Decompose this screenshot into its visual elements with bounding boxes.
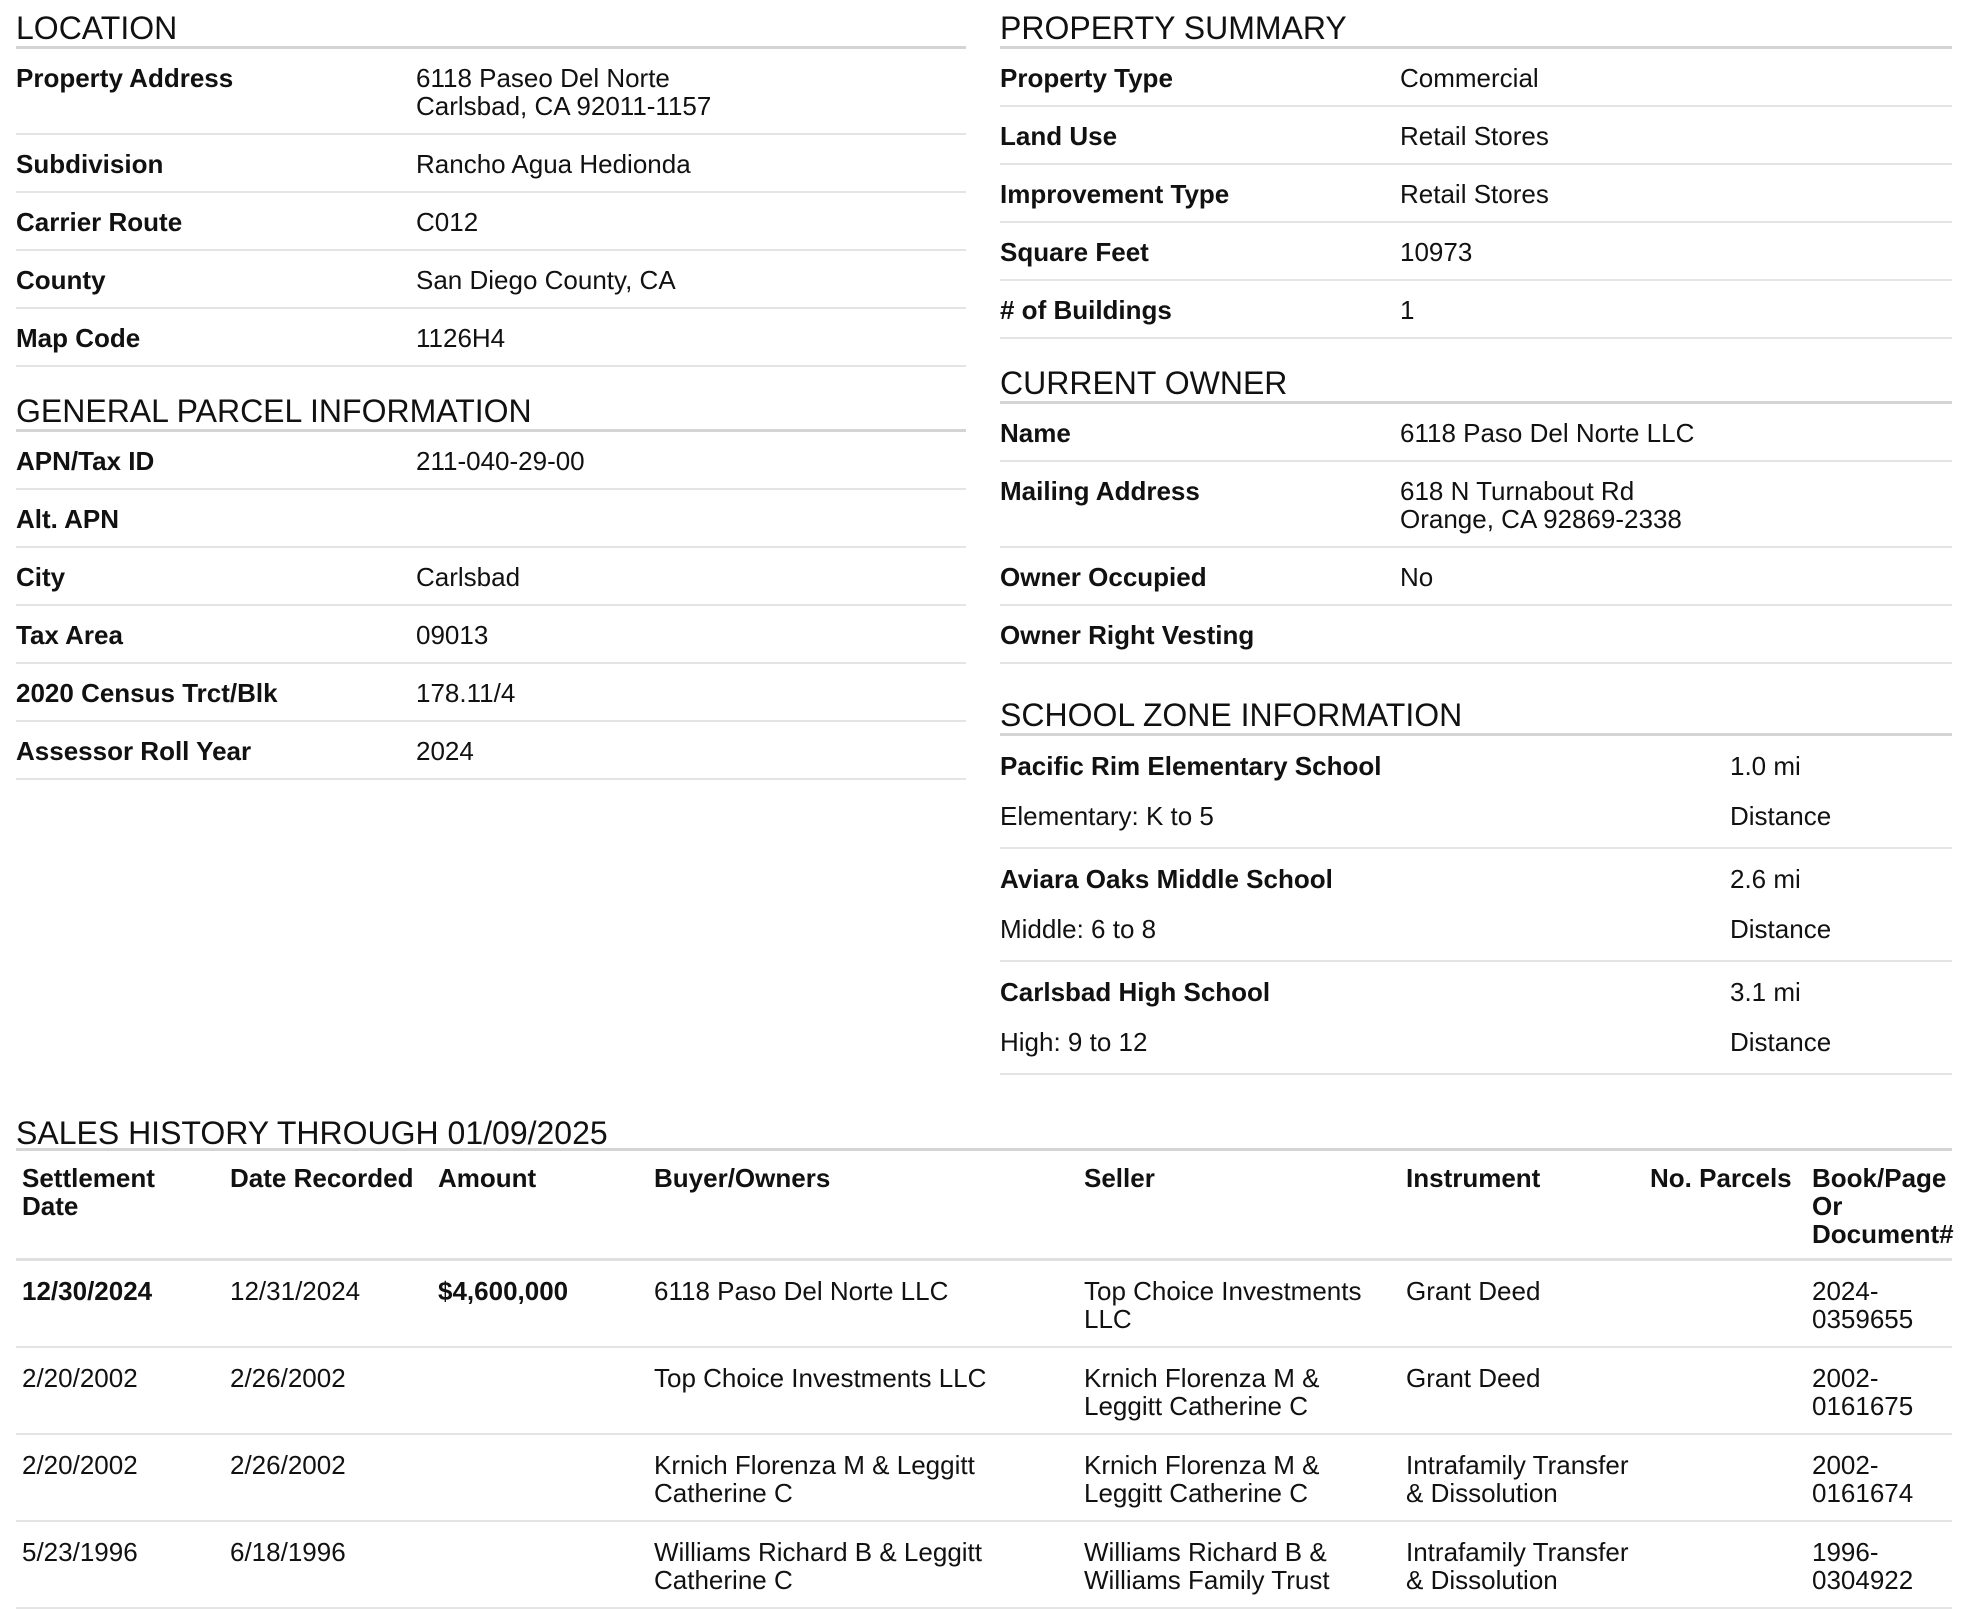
instrument-cell: Grant Deed — [1400, 1260, 1644, 1348]
info-row-land-use — [1000, 107, 1952, 165]
owner-title: CURRENT OWNER — [1000, 355, 1952, 404]
date-recorded-cell: 12/31/2024 — [224, 1260, 432, 1348]
table-header-row — [16, 1151, 1952, 1260]
row-value — [416, 505, 966, 546]
buyer-cell: 6118 Paso Del Norte LLC — [648, 1260, 1078, 1348]
row-label: County — [16, 265, 106, 295]
settlement-date-cell: 2/20/2002 — [16, 1347, 224, 1434]
info-row-property-address — [16, 49, 966, 135]
row-label: Land Use — [1000, 121, 1118, 151]
info-row-square-feet — [1000, 223, 1952, 281]
row-label: 2020 Census Trct/Blk — [16, 678, 278, 708]
school-row — [1000, 962, 1952, 1017]
column-header: Buyer/Owners — [648, 1151, 1078, 1260]
school-distance: 2.6 mi — [1730, 864, 1801, 894]
info-row-owner-name — [1000, 404, 1952, 462]
parcels-cell — [1644, 1347, 1806, 1434]
table-row — [16, 1434, 1952, 1521]
school-detail-row — [1000, 791, 1952, 849]
info-row-census — [16, 664, 966, 722]
buyer-cell: Krnich Florenza M & Leggitt Catherine C — [648, 1434, 1078, 1521]
row-label: # of Buildings — [1000, 295, 1172, 325]
distance-label: Distance — [1730, 801, 1832, 831]
row-value: 09013 — [416, 620, 489, 650]
document-cell: 1996- 0304922 — [1806, 1521, 1952, 1608]
info-row-roll-year — [16, 722, 966, 780]
school-row — [1000, 736, 1952, 791]
row-value: Carlsbad — [416, 562, 521, 592]
row-label: Carrier Route — [16, 207, 183, 237]
school-name: Carlsbad High School — [1000, 977, 1271, 1007]
column-header: No. Parcels — [1644, 1151, 1806, 1260]
document-cell: 2002- 0161675 — [1806, 1347, 1952, 1434]
row-value: 10973 — [1400, 237, 1473, 267]
row-label: Property Address — [16, 63, 234, 93]
row-label: City — [16, 562, 66, 592]
parcel-section — [16, 383, 966, 780]
row-label: Property Type — [1000, 63, 1173, 93]
settlement-date-cell: 2/20/2002 — [16, 1434, 224, 1521]
info-row-city — [16, 548, 966, 606]
info-row-alt-apn — [16, 490, 966, 548]
row-value: San Diego County, CA — [416, 265, 676, 295]
row-value: 1 — [1400, 295, 1415, 325]
parcel-title: GENERAL PARCEL INFORMATION — [16, 383, 966, 432]
date-recorded-cell: 6/18/1996 — [224, 1521, 432, 1608]
summary-section — [1000, 0, 1952, 339]
seller-cell: Krnich Florenza M & Leggitt Catherine C — [1078, 1347, 1400, 1434]
info-row-apn — [16, 432, 966, 490]
table-row — [16, 1521, 1952, 1608]
school-distance: 3.1 mi — [1730, 977, 1801, 1007]
school-name: Pacific Rim Elementary School — [1000, 751, 1382, 781]
seller-cell: Williams Richard B & Williams Family Trust — [1078, 1521, 1400, 1608]
row-value: 211-040-29-00 — [416, 446, 585, 476]
row-label: Square Feet — [1000, 237, 1149, 267]
document-cell: 2024- 0359655 — [1806, 1260, 1952, 1348]
left-column — [16, 0, 966, 780]
instrument-cell: Intrafamily Transfer & Dissolution — [1400, 1521, 1644, 1608]
school-name: Aviara Oaks Middle School — [1000, 864, 1333, 894]
school-level: Elementary: K to 5 — [1000, 801, 1214, 831]
row-value: C012 — [416, 207, 479, 237]
seller-cell: Krnich Florenza M & Leggitt Catherine C — [1078, 1434, 1400, 1521]
school-level: High: 9 to 12 — [1000, 1027, 1148, 1057]
column-header: Settlement Date — [16, 1151, 224, 1260]
row-value: Retail Stores — [1400, 121, 1549, 151]
settlement-date-cell: 12/30/2024 — [16, 1260, 224, 1348]
school-level: Middle: 6 to 8 — [1000, 914, 1157, 944]
info-row-county — [16, 251, 966, 309]
info-row-tax-area — [16, 606, 966, 664]
seller-cell: Top Choice Investments LLC — [1078, 1260, 1400, 1348]
instrument-cell: Intrafamily Transfer & Dissolution — [1400, 1434, 1644, 1521]
amount-cell — [432, 1434, 648, 1521]
location-section — [16, 0, 966, 367]
row-label: APN/Tax ID — [16, 446, 155, 476]
buyer-cell: Top Choice Investments LLC — [648, 1347, 1078, 1434]
row-value: Rancho Agua Hedionda — [416, 149, 691, 179]
info-row-mailing-address — [1000, 462, 1952, 548]
info-row-subdivision — [16, 135, 966, 193]
sales-history-section — [16, 1097, 1952, 1609]
row-value: 178.11/4 — [416, 678, 516, 708]
info-row-map-code — [16, 309, 966, 367]
column-header: Instrument — [1400, 1151, 1644, 1260]
row-label: Owner Occupied — [1000, 562, 1207, 592]
school-section — [1000, 687, 1952, 1075]
sales-history-title: SALES HISTORY THROUGH 01/09/2025 — [16, 1097, 1952, 1151]
info-row-carrier-route — [16, 193, 966, 251]
distance-label: Distance — [1730, 1027, 1832, 1057]
column-header: Seller — [1078, 1151, 1400, 1260]
row-value: 6118 Paseo Del Norte Carlsbad, CA 92011-1157 — [416, 63, 712, 121]
date-recorded-cell: 2/26/2002 — [224, 1434, 432, 1521]
buyer-cell: Williams Richard B & Leggitt Catherine C — [648, 1521, 1078, 1608]
school-detail-row — [1000, 904, 1952, 962]
school-detail-row — [1000, 1017, 1952, 1075]
row-value: 6118 Paso Del Norte LLC — [1400, 418, 1695, 448]
info-row-buildings — [1000, 281, 1952, 339]
row-label: Improvement Type — [1000, 179, 1230, 209]
summary-title: PROPERTY SUMMARY — [1000, 0, 1952, 49]
row-value: Retail Stores — [1400, 179, 1549, 209]
row-label: Mailing Address — [1000, 476, 1200, 506]
parcels-cell — [1644, 1260, 1806, 1348]
column-header: Date Recorded — [224, 1151, 432, 1260]
date-recorded-cell: 2/26/2002 — [224, 1347, 432, 1434]
info-row-improvement-type — [1000, 165, 1952, 223]
column-header: Book/Page Or Document# — [1806, 1151, 1952, 1260]
parcels-cell — [1644, 1521, 1806, 1608]
school-distance: 1.0 mi — [1730, 751, 1801, 781]
row-value — [1400, 621, 1952, 662]
location-title: LOCATION — [16, 0, 966, 49]
parcels-cell — [1644, 1434, 1806, 1521]
row-label: Tax Area — [16, 620, 123, 650]
row-label: Alt. APN — [16, 504, 120, 534]
right-column — [1000, 0, 1952, 1075]
row-value: 2024 — [416, 736, 474, 766]
school-row — [1000, 849, 1952, 904]
owner-section — [1000, 355, 1952, 664]
column-header: Amount — [432, 1151, 648, 1260]
table-row — [16, 1347, 1952, 1434]
info-row-owner-vesting — [1000, 606, 1952, 664]
info-row-owner-occupied — [1000, 548, 1952, 606]
amount-cell — [432, 1521, 648, 1608]
settlement-date-cell: 5/23/1996 — [16, 1521, 224, 1608]
row-value: No — [1400, 562, 1434, 592]
table-row — [16, 1260, 1952, 1348]
row-value: 1126H4 — [416, 323, 506, 353]
row-label: Owner Right Vesting — [1000, 620, 1255, 650]
row-label: Name — [1000, 418, 1071, 448]
instrument-cell: Grant Deed — [1400, 1347, 1644, 1434]
row-label: Map Code — [16, 323, 141, 353]
amount-cell: $4,600,000 — [432, 1260, 648, 1348]
row-label: Assessor Roll Year — [16, 736, 252, 766]
sales-history-table — [16, 1151, 1952, 1609]
row-value: Commercial — [1400, 63, 1539, 93]
row-label: Subdivision — [16, 149, 164, 179]
document-cell: 2002- 0161674 — [1806, 1434, 1952, 1521]
amount-cell — [432, 1347, 648, 1434]
school-title: SCHOOL ZONE INFORMATION — [1000, 687, 1952, 736]
distance-label: Distance — [1730, 914, 1832, 944]
info-row-property-type — [1000, 49, 1952, 107]
row-value: 618 N Turnabout Rd Orange, CA 92869-2338 — [1400, 476, 1682, 534]
